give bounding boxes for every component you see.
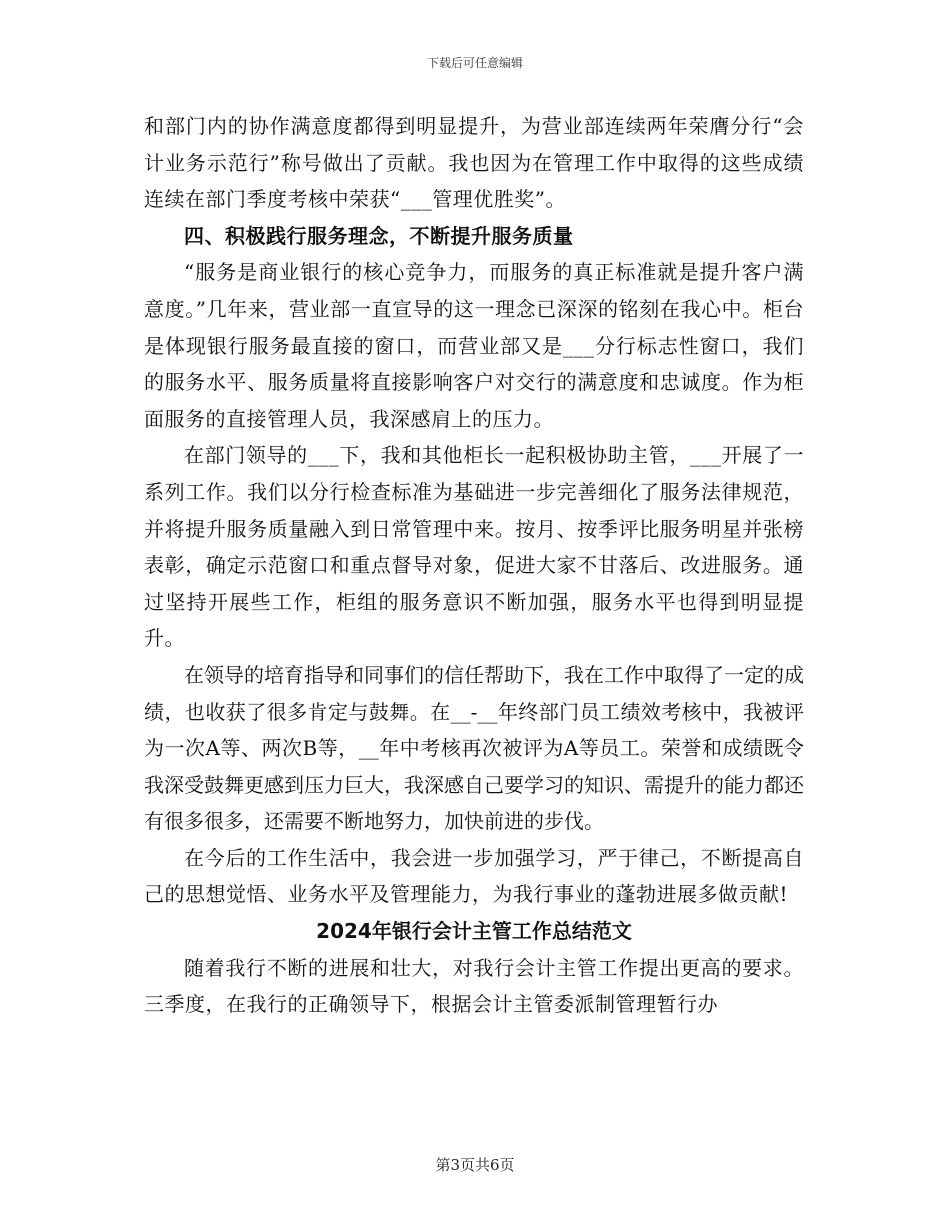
paragraph-intro: 随着我行不断的进展和壮大，对我行会计主管工作提出更高的要求。三季度，在我行的正确领导下，根据会计主管委派制管理暂行办 bbox=[144, 955, 804, 1017]
paragraph-service-quote: “服务是商业银行的核心竞争力，而服务的真正标准就是提升客户满意度。”几年来，营业部一直宣导的这一理念已深深的铭刻在我心中。柜台是体现银行服务最直接的窗口，而营业部又是___分行标志性窗口，我们的服务水平、服务质量将直接影响客户对交行的满意度和忠诚度。作为柜面服务的直接管理人员，我深感肩上的压力。 bbox=[144, 260, 804, 431]
paragraph-continuation: 和部门内的协作满意度都得到明显提升，为营业部连续两年荣膺分行“会计业务示范行”称号做出了贡献。我也因为在管理工作中取得的这些成绩连续在部门季度考核中荣获“___管理优胜奖”。 bbox=[144, 114, 804, 212]
header-note: 下载后可任意编辑 bbox=[426, 56, 523, 70]
paragraph-future: 在今后的工作生活中，我会进一步加强学习，严于律己，不断提高自己的思想觉悟、业务水平及管理能力，为我行事业的蓬勃进展多做贡献! bbox=[144, 845, 804, 907]
document-body bbox=[144, 108, 804, 1023]
paragraph-work: 在部门领导的___下，我和其他柜长一起积极协助主管，___开展了一系列工作。我们以分行检查标准为基础进一步完善细化了服务法律规范，并将提升服务质量融入到日常管理中来。按月、按季评比服务明星并张榜表彰，确定示范窗口和重点督导对象，促进大家不甘落后、改进服务。通过坚持开展些工作，柜组的服务意识不断加强，服务水平也得到明显提升。 bbox=[144, 443, 804, 651]
paragraph-achievement: 在领导的培育指导和同事们的信任帮助下，我在工作中取得了一定的成绩，也收获了很多肯定与鼓舞。在__-__年终部门员工绩效考核中，我被评为一次A等、两次B等，__年中考核再次被评为A等员工。荣誉和成绩既令我深受鼓舞更感到压力巨大，我深感自己要学习的知识、需提升的能力都还有很多很多，还需要不断地努力，加快前进的步伐。 bbox=[144, 662, 804, 834]
page-number: 第3页共6页 bbox=[435, 1156, 515, 1174]
section-heading: 四、积极践行服务理念，不断提升服务质量 bbox=[184, 223, 574, 248]
article-title: 2024年银行会计主管工作总结范文 bbox=[316, 919, 632, 944]
